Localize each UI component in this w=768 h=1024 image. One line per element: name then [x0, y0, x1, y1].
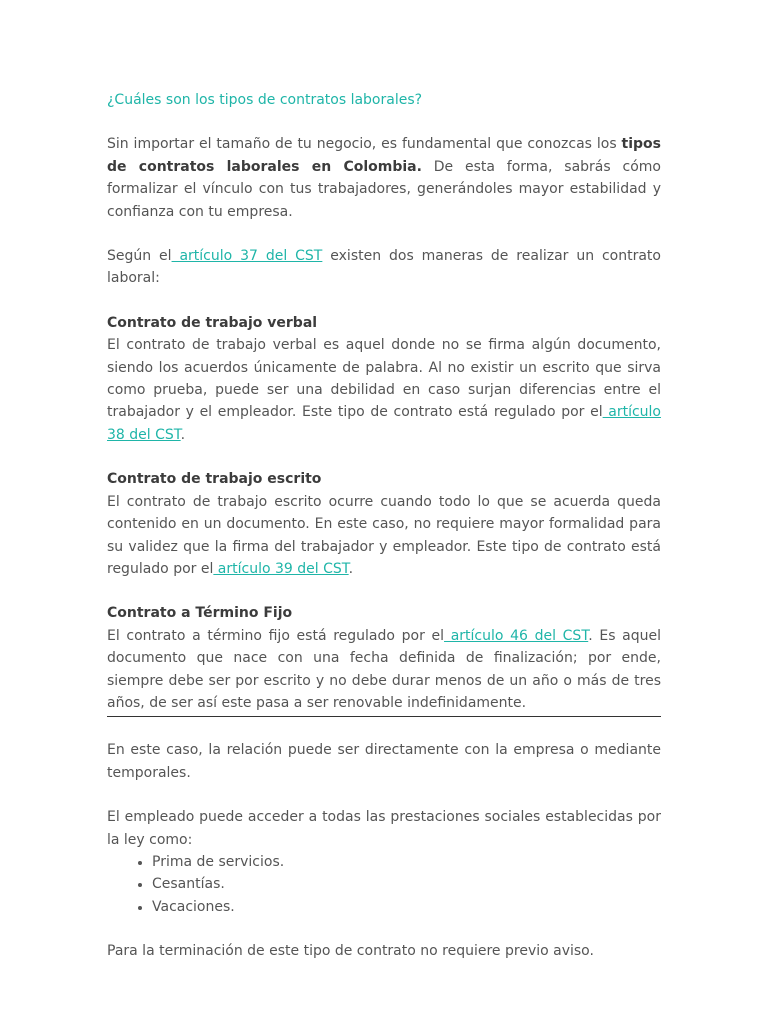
segun-paragraph — [107, 245, 661, 290]
prestaciones-list — [107, 851, 661, 918]
articulo-38-link[interactable]: artículo 38 del CST — [107, 404, 661, 443]
article-body — [107, 89, 661, 963]
list-item: • Vacaciones. — [152, 896, 661, 918]
intro-bold-text: tipos de contratos laborales en Colombia. — [107, 136, 661, 175]
verbal-title: Contrato de trabajo verbal — [107, 314, 318, 331]
articulo-37-link[interactable]: artículo 37 del CST — [171, 248, 323, 265]
articulo-39-link[interactable]: artículo 39 del CST — [213, 560, 349, 577]
verbal-text-2: . — [180, 426, 186, 443]
fijo-text-2: . Es aquel documento que nace con una fecha definida de finalización; por ende, siempre debe ser por escrito y no debe durar menos de un año o más de tres años, de ser así este pasa a ser renovable indefinidamente. — [107, 627, 661, 711]
terminacion-paragraph: Para la terminación de este tipo de contrato no requiere previo aviso. — [107, 943, 594, 960]
escrito-paragraph — [107, 491, 661, 581]
relacion-paragraph: En este caso, la relación puede ser directamente con la empresa o mediante temporales. — [107, 742, 661, 781]
intro-paragraph — [107, 133, 661, 223]
intro-text-2: De esta forma, sabrás cómo formalizar el vínculo con tus trabajadores, generándoles mayor estabilidad y confianza con tu empresa. — [107, 158, 661, 220]
articulo-46-link[interactable]: artículo 46 del CST — [444, 627, 589, 644]
verbal-paragraph — [107, 334, 661, 446]
verbal-text-1: El contrato de trabajo verbal es aquel donde no se firma algún documento, siendo los acuerdos únicamente de palabra. Al no existir un escrito que sirva como prueba, puede ser una debilidad en caso surjan diferencias entre el trabajador y el empleador. Este tipo de contrato está regulado por el — [107, 337, 661, 421]
list-item: • Prima de servicios. — [152, 851, 661, 873]
fijo-text-1: El contrato a término fijo está regulado por el — [107, 627, 445, 644]
fijo-title: Contrato a Término Fijo — [107, 605, 293, 622]
list-item: • Cesantías. — [152, 873, 661, 895]
segun-text-1: Según el — [107, 248, 172, 265]
intro-text-1: Sin importar el tamaño de tu negocio, es fundamental que conozcas los — [107, 136, 622, 153]
empleado-paragraph: El empleado puede acceder a todas las prestaciones sociales establecidas por la ley como: — [107, 809, 661, 848]
fijo-paragraph — [107, 625, 661, 715]
segun-text-2: existen dos maneras de realizar un contrato laboral: — [107, 248, 661, 287]
escrito-text-2: . — [348, 560, 354, 577]
escrito-title: Contrato de trabajo escrito — [107, 471, 322, 488]
section-heading: ¿Cuáles son los tipos de contratos laborales? — [107, 92, 423, 108]
escrito-text-1: El contrato de trabajo escrito ocurre cuando todo lo que se acuerda queda contenido en un documento. En este caso, no requiere mayor formalidad para su validez que la firma del trabajador y empleador. Este tipo de contrato está regulado por el — [107, 493, 661, 577]
